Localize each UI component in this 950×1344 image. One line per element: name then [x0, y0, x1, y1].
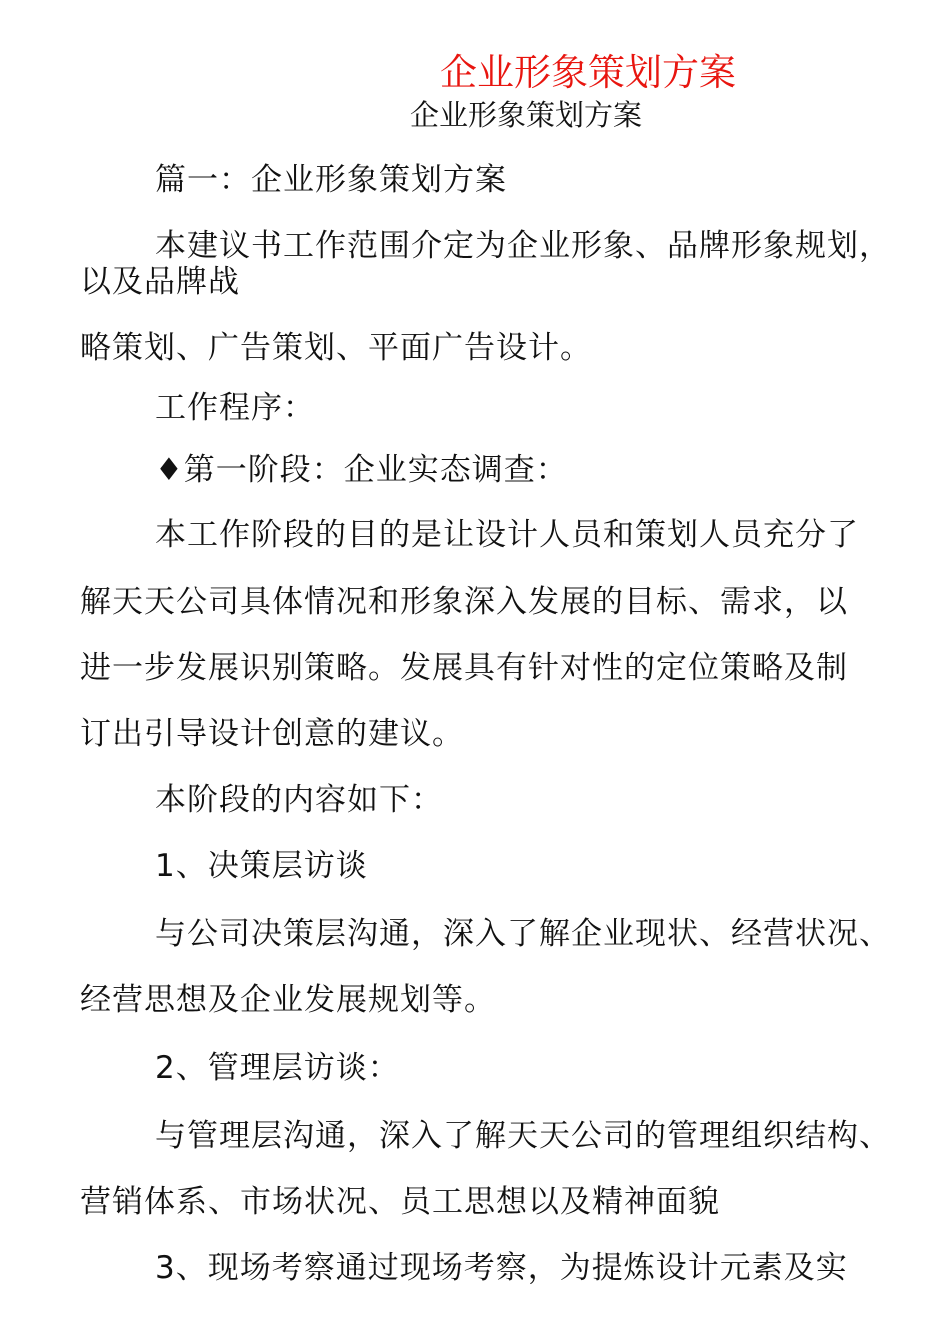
paragraph-line: 本建议书工作范围介定为企业形象、品牌形象规划， [155, 228, 891, 264]
paragraph-line: 解天天公司具体情况和形象深入发展的目标、需求，以 [80, 584, 848, 620]
paragraph-line: 经营思想及企业发展规划等。 [80, 982, 496, 1018]
paragraph-line: 与公司决策层沟通，深入了解企业现状、经营状况、 [155, 916, 891, 952]
paragraph-line: 营销体系、市场状况、员工思想以及精神面貌 [80, 1184, 720, 1220]
paragraph-line: 以及品牌战 [80, 264, 240, 300]
paragraph-line: 订出引导设计创意的建议。 [80, 716, 464, 752]
document-title-red: 企业形象策划方案 [440, 51, 736, 94]
list-item-heading: 1、决策层访谈 [155, 848, 368, 884]
list-item-heading: 3、现场考察通过现场考察，为提炼设计元素及实 [155, 1250, 848, 1286]
paragraph-line: 略策划、广告策划、平面广告设计。 [80, 330, 592, 366]
list-item-heading: 2、管理层访谈： [155, 1050, 400, 1086]
heading-part-one: 篇一：企业形象策划方案 [155, 162, 507, 198]
paragraph-line: 进一步发展识别策略。发展具有针对性的定位策略及制 [80, 650, 848, 686]
section-heading-procedure: 工作程序： [155, 390, 315, 426]
document-title: 企业形象策划方案 [410, 98, 643, 132]
paragraph-line: 与管理层沟通，深入了解天天公司的管理组织结构、 [155, 1118, 891, 1154]
section-heading-stage-one: ♦第一阶段：企业实态调查： [155, 452, 568, 488]
paragraph-line: 本工作阶段的目的是让设计人员和策划人员充分了 [155, 517, 859, 553]
paragraph-line: 本阶段的内容如下： [155, 782, 443, 818]
